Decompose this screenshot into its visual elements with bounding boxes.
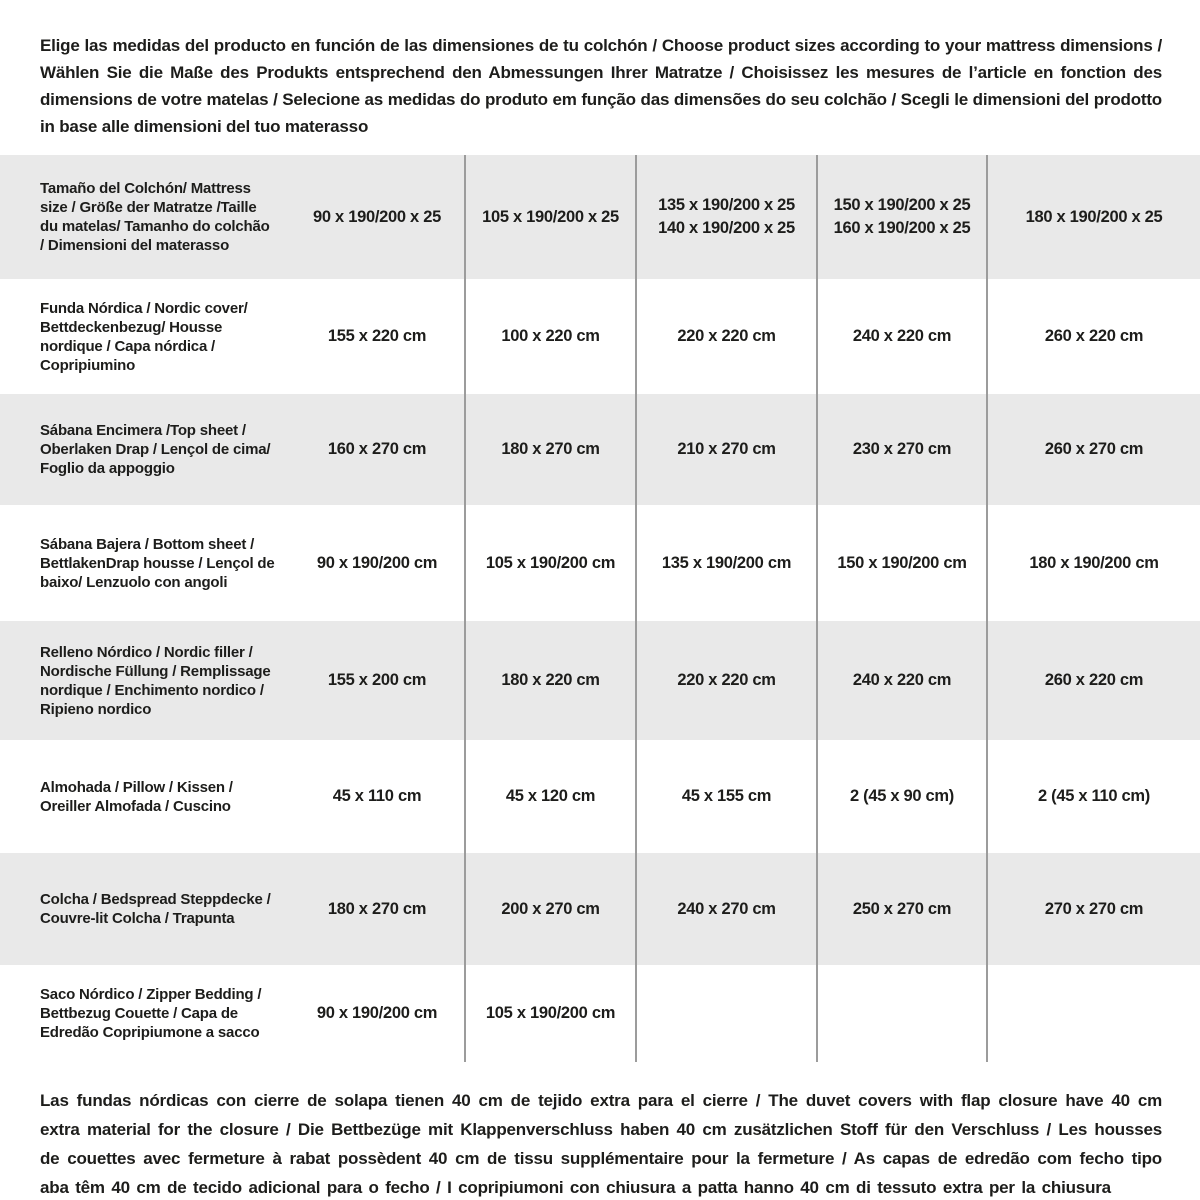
size-value: 240 x 270 cm bbox=[637, 853, 818, 965]
size-value: 135 x 190/200 cm bbox=[637, 505, 818, 621]
row-nordic-filler bbox=[0, 621, 1200, 740]
size-value: 200 x 270 cm bbox=[466, 853, 637, 965]
product-label: Funda Nórdica / Nordic cover/ Bettdeckenbezug/ Housse nordique / Capa nórdica / Copripiumino bbox=[40, 299, 248, 374]
size-value: 240 x 220 cm bbox=[818, 621, 988, 740]
size-value: 210 x 270 cm bbox=[637, 394, 818, 505]
row-zipper-bedding bbox=[0, 965, 1200, 1062]
size-value: 240 x 220 cm bbox=[818, 279, 988, 394]
product-label: Colcha / Bedspread Steppdecke / Couvre-lit Colcha / Trapunta bbox=[40, 891, 271, 927]
size-value: 270 x 270 cm bbox=[1044, 899, 1144, 918]
mattress-size-line: 90 x 190/200 x 25 bbox=[313, 207, 441, 226]
size-value: 105 x 190/200 cm bbox=[466, 505, 637, 621]
size-value: 155 x 200 cm bbox=[290, 621, 466, 740]
size-value bbox=[818, 965, 988, 1062]
size-value: 45 x 120 cm bbox=[466, 740, 637, 853]
row-bedspread bbox=[0, 853, 1200, 965]
size-value: 90 x 190/200 cm bbox=[290, 505, 466, 621]
row-bottom-sheet bbox=[0, 505, 1200, 621]
product-label: Sábana Encimera /Top sheet / Oberlaken Drap / Lençol de cima/ Foglio da appoggio bbox=[40, 422, 271, 477]
mattress-size-line: 160 x 190/200 x 25 bbox=[833, 219, 971, 237]
size-value: 160 x 270 cm bbox=[290, 394, 466, 505]
size-value: 100 x 220 cm bbox=[466, 279, 637, 394]
size-value: 180 x 190/200 cm bbox=[1029, 553, 1159, 572]
mattress-size-col-180 bbox=[988, 155, 1200, 279]
mattress-size-line: 180 x 190/200 x 25 bbox=[1025, 207, 1163, 226]
row-nordic-cover bbox=[0, 279, 1200, 394]
mattress-size-line: 150 x 190/200 x 25 bbox=[833, 196, 971, 214]
size-value: 260 x 220 cm bbox=[1044, 327, 1144, 345]
row-top-sheet bbox=[0, 394, 1200, 505]
product-label: Relleno Nórdico / Nordic filler / Nordische Füllung / Remplissage nordique / Enchimento nordico / Ripieno nordico bbox=[40, 643, 271, 718]
size-table bbox=[0, 155, 1200, 1062]
size-value: 260 x 270 cm bbox=[1044, 440, 1144, 458]
mattress-size-header-label: Tamaño del Colchón/ Mattress size / Größe der Matratze /Taille du matelas/ Tamanho do colchão / Dimensioni del materasso bbox=[40, 180, 270, 254]
mattress-size-line: 135 x 190/200 x 25 bbox=[658, 196, 795, 214]
size-value: 2 (45 x 110 cm) bbox=[1038, 787, 1150, 805]
product-label: Sábana Bajera / Bottom sheet / BettlakenDrap housse / Lençol de baixo/ Lenzuolo con angoli bbox=[40, 535, 275, 591]
mattress-size-line: 140 x 190/200 x 25 bbox=[658, 219, 795, 237]
mattress-size-col-150-160 bbox=[818, 155, 988, 279]
size-value: 230 x 270 cm bbox=[818, 394, 988, 505]
size-value: 2 (45 x 90 cm) bbox=[818, 740, 988, 853]
size-value: 220 x 220 cm bbox=[637, 279, 818, 394]
mattress-size-col-105 bbox=[466, 155, 637, 279]
size-value: 45 x 155 cm bbox=[637, 740, 818, 853]
size-value: 90 x 190/200 cm bbox=[290, 965, 466, 1062]
size-value: 105 x 190/200 cm bbox=[466, 965, 637, 1062]
size-value: 260 x 220 cm bbox=[1044, 671, 1144, 689]
size-value bbox=[988, 965, 1200, 1062]
size-value: 155 x 220 cm bbox=[290, 279, 466, 394]
size-value: 220 x 220 cm bbox=[637, 621, 818, 740]
size-value: 180 x 270 cm bbox=[290, 853, 466, 965]
size-value: 250 x 270 cm bbox=[818, 853, 988, 965]
mattress-size-col-135-140 bbox=[637, 155, 818, 279]
table-header-row bbox=[0, 155, 1200, 279]
size-value: 45 x 110 cm bbox=[290, 740, 466, 853]
size-value bbox=[637, 965, 818, 1062]
size-value: 150 x 190/200 cm bbox=[818, 505, 988, 621]
closure-note-text: Las fundas nórdicas con cierre de solapa tienen 40 cm de tejido extra para el cierre / The duvet covers with flap closure have 40 cm extra material for the closure / Die Bettbezüge mit Klappenverschluss haben 40 cm zusätzlichen Stoff für den Verschluss / Les housses de couettes avec fermeture à rabat possèdent 40 cm de tissu supplémentaire pour la fermeture / As capas de edredão com fecho tipo aba têm 40 cm de tecido adicional para o fecho / I copripiumoni con chiusura a patta hanno 40 cm di tessuto extra per la chiusura bbox=[40, 1091, 1162, 1197]
intro-text: Elige las medidas del producto en función de las dimensiones de tu colchón / Choose product sizes according to your mattress dimensions / Wählen Sie die Maße des Produkts entsprechend den Abmessungen Ihrer Matratze / Choisissez les mesures de l’article en fonction des dimensions de votre matelas / Selecione as medidas do produto em função das dimensões do seu colchão / Scegli le dimensioni del prodotto in base alle dimensioni del tuo materasso bbox=[40, 36, 1162, 136]
size-value: 180 x 220 cm bbox=[466, 621, 637, 740]
row-pillow bbox=[0, 740, 1200, 853]
product-label: Almohada / Pillow / Kissen / Oreiller Almofada / Cuscino bbox=[40, 778, 233, 815]
product-label: Saco Nórdico / Zipper Bedding / Bettbezug Couette / Capa de Edredão Copripiumone a sacco bbox=[40, 986, 262, 1041]
mattress-size-col-90 bbox=[290, 155, 466, 279]
mattress-size-line: 105 x 190/200 x 25 bbox=[482, 207, 619, 226]
size-value: 180 x 270 cm bbox=[466, 394, 637, 505]
